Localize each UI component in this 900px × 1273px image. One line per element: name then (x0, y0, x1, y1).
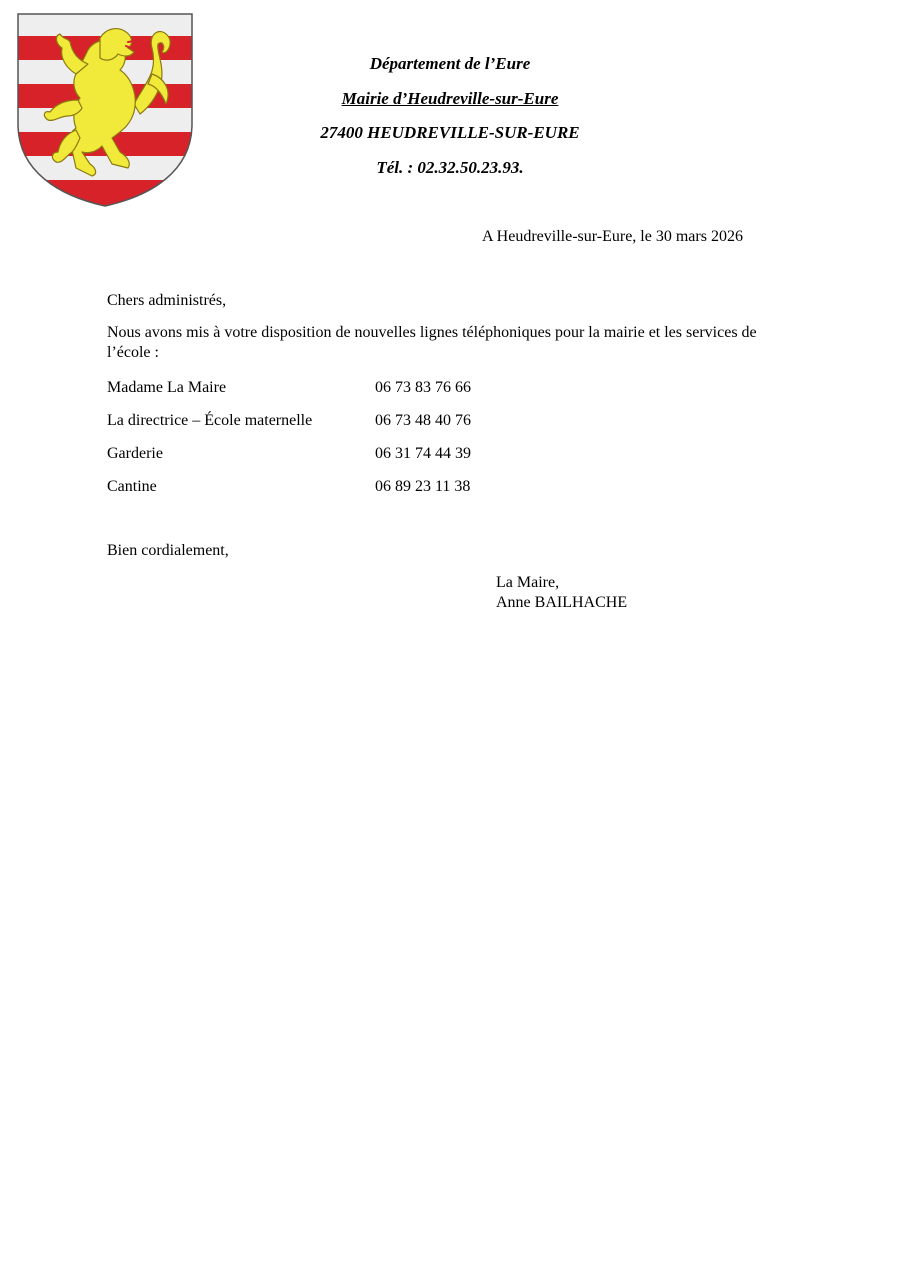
mairie-line: Mairie d’Heudreville-sur-Eure (341, 88, 559, 108)
contact-row (107, 377, 607, 410)
contact-row (107, 443, 607, 476)
contacts-list (107, 377, 607, 509)
salutation: Chers administrés, (107, 292, 227, 309)
contact-name: Garderie (107, 445, 163, 462)
closing-line: Bien cordialement, (107, 542, 229, 559)
phone-line: Tél. : 02.32.50.23.93. (376, 157, 524, 177)
contact-name: Madame La Maire (107, 379, 227, 396)
place-date-line: A Heudreville-sur-Eure, le 30 mars 2026 (482, 228, 743, 245)
contact-row (107, 476, 607, 509)
address-line: 27400 HEUDREVILLE-SUR-EURE (320, 123, 580, 142)
contact-name: Cantine (107, 478, 157, 495)
contact-name: La directrice – École maternelle (107, 412, 313, 429)
coat-of-arms-icon (16, 12, 194, 208)
contact-phone: 06 73 48 40 76 (375, 412, 471, 429)
letterhead (250, 52, 650, 190)
contact-phone: 06 73 83 76 66 (375, 379, 471, 396)
contact-phone: 06 89 23 11 38 (375, 478, 471, 495)
signature-block (496, 573, 627, 613)
signature-name: Anne BAILHACHE (496, 594, 628, 611)
intro-paragraph: Nous avons mis à votre disposition de nouvelles lignes téléphoniques pour la mairie et les services de l’école : (107, 324, 757, 361)
contact-row (107, 410, 607, 443)
contact-phone: 06 31 74 44 39 (375, 445, 471, 462)
signature-title: La Maire, (496, 574, 560, 591)
department-line: Département de l’Eure (369, 54, 531, 73)
